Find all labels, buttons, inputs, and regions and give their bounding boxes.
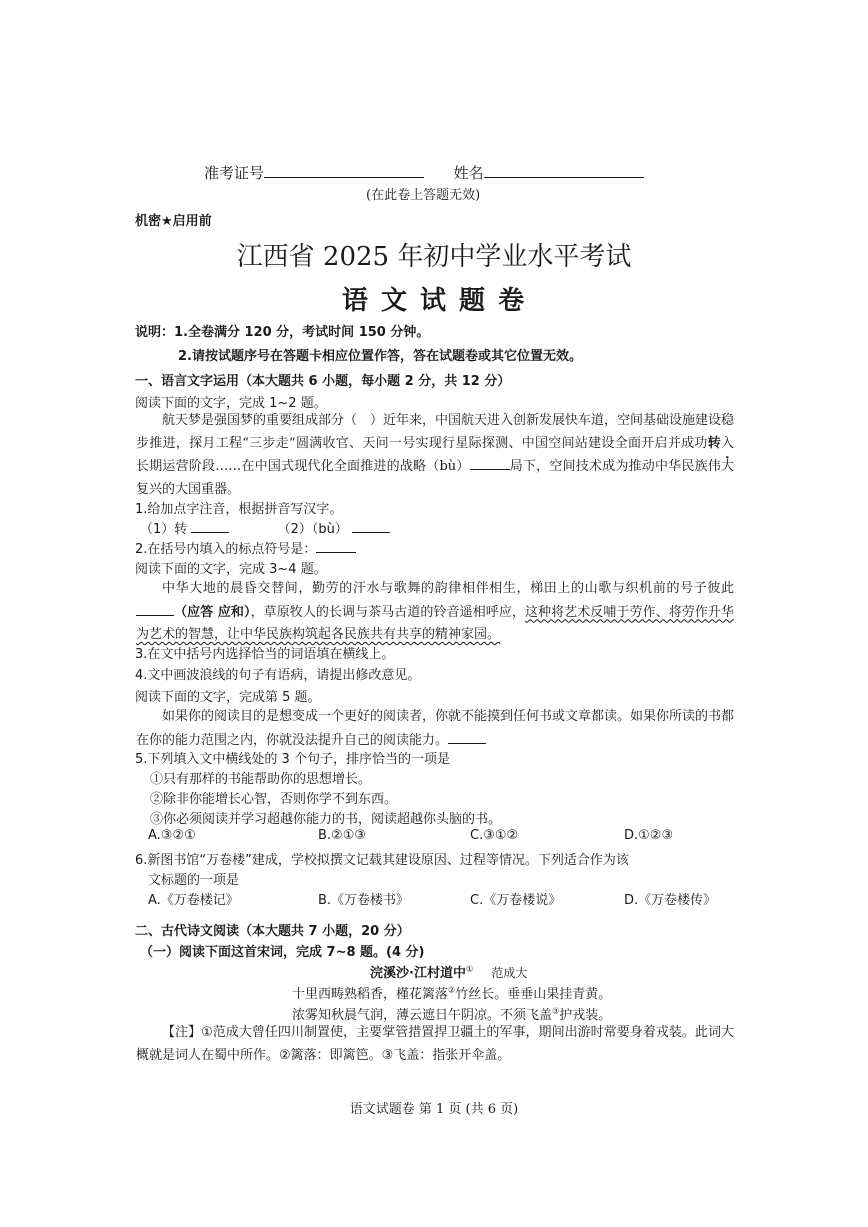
question-2 xyxy=(135,538,356,557)
q5-option-a: A.③②① xyxy=(148,828,196,843)
poem-title: 浣溪沙·江村道中 xyxy=(370,966,466,981)
name-label: 姓名 xyxy=(453,164,484,182)
invalid-note: (在此卷上答题无效) xyxy=(366,188,481,203)
note-line-1: 说明：1.全卷满分 120 分，考试时间 150 分钟。 xyxy=(135,325,430,340)
wavy-underlined-sentence: 这种将艺术反哺于劳作、将劳作升华为艺术的智慧，让中华民族构筑起各民族共有共享的精神家园。 xyxy=(136,604,734,642)
word-blank xyxy=(136,601,174,616)
q5-option-c: C.③①② xyxy=(470,828,519,843)
question-1-items xyxy=(140,518,390,537)
word-choices: （应答 应和） xyxy=(174,604,251,620)
passage-1-part-c: 局下，空间技术成为推动中华民族伟大复兴的大国重器。 xyxy=(136,459,734,497)
q6-option-a: A.《万卷楼记》 xyxy=(148,893,239,908)
question-5: 5.下列填入文中横线处的 3 个句子，排序恰当的一项是 xyxy=(135,752,450,767)
exam-title: 江西省 2025 年初中学业水平考试 xyxy=(236,242,632,272)
question-3: 3.在文中括号内选择恰当的词语填在横线上。 xyxy=(135,647,395,662)
poem-line-1-part-b: 竹丝长。垂垂山果挂青黄。 xyxy=(455,987,612,1002)
passage-2-part-b: ，草原牧人的长调与茶马古道的铃音遥相呼应， xyxy=(250,604,525,620)
q6-option-b: B.《万卷楼书》 xyxy=(318,893,410,908)
poem-line-2-part-b: 护戎装。 xyxy=(559,1008,612,1023)
question-6-line-2: 文标题的一项是 xyxy=(148,873,240,888)
poem-line-1 xyxy=(292,983,611,1002)
section2-subheading: （一）阅读下面这首宋词，完成 7~8 题。(4 分) xyxy=(140,945,425,960)
q5-option-b: B.②①③ xyxy=(318,828,367,843)
read-instruction-2: 阅读下面的文字，完成 3~4 题。 xyxy=(135,562,327,577)
q5-sentence-2: ②除非你能增长心智，否则你学不到东西。 xyxy=(150,792,398,807)
poem-line-2-part-a: 浓雾知秋晨气润，薄云遮日午阴凉。不须飞盖 xyxy=(292,1008,553,1023)
q1-item-1: （1）转 xyxy=(140,522,188,537)
q1-item-2: （2）（bù） xyxy=(277,522,348,537)
q5-sentence-3: ③你必须阅读并学习超越你能力的书，阅读超越你头脑的书。 xyxy=(150,812,502,827)
section1-heading: 一、语言文字运用（本大题共 6 小题，每小题 2 分，共 12 分） xyxy=(135,374,511,389)
q2-blank xyxy=(316,538,356,553)
poem-line-1-mark: ② xyxy=(448,985,456,995)
section2-heading: 二、古代诗文阅读（本大题共 7 小题，20 分） xyxy=(135,924,410,939)
page-footer: 语文试题卷 第 1 页 (共 6 页) xyxy=(349,1102,519,1117)
q6-option-c: C.《万卷楼说》 xyxy=(470,893,562,908)
q5-option-d: D.①②③ xyxy=(624,828,674,843)
exam-id-label: 准考证号 xyxy=(204,164,265,182)
sentence-blank xyxy=(448,729,486,744)
q5-sentence-1: ①只有那样的书能帮助你的思想增长。 xyxy=(150,772,372,787)
question-6-line-1: 6.新图书馆“万卷楼”建成，学校拟撰文记载其建设原因、过程等情况。下列适合作为该 xyxy=(135,853,629,868)
poem-annotation: 【注】①范成大曾任四川制置使，主要掌管措置捍卫疆土的军事，期间出游时常要身着戎装。此词大概就是词人在蜀中所作。②篱落：即篱笆。③飞盖：指张开伞盖。 xyxy=(136,1025,734,1063)
secret-label: 机密★启用前 xyxy=(135,214,212,229)
q1-blank-1 xyxy=(191,518,229,533)
read-instruction-3: 阅读下面的文字，完成第 5 题。 xyxy=(135,690,321,705)
note-line-2: 2.请按试题序号在答题卡相应位置作答，答在试题卷或其它位置无效。 xyxy=(178,349,582,364)
passage-1-part-a: 航天梦是强国梦的重要组成部分（ ）近年来，中国航天进入创新发展快车道，空间基础设施建设稳步推进，探月工程“三步走”圆满收官、天问一号实现行星际探测、中国空间站建设全面开启并成功 xyxy=(136,413,735,451)
answer-blank xyxy=(470,455,510,470)
poem-author: 范成大 xyxy=(491,966,528,980)
question-4: 4.文中画波浪线的句子有语病，请提出修改意见。 xyxy=(135,668,421,683)
poem-title-row xyxy=(370,962,527,981)
passage-1 xyxy=(136,410,734,501)
read-instruction-1: 阅读下面的文字，完成 1~2 题。 xyxy=(135,396,327,411)
poem-line-2-mark: ③ xyxy=(552,1006,560,1016)
question-2-text: 2.在括号内填入的标点符号是： xyxy=(135,542,317,557)
passage-2 xyxy=(136,578,734,647)
passage-3-text: 如果你的阅读目的是想变成一个更好的阅读者，你就不能摸到任何书或文章都读。如果你所读的书都在你的能力范围之内，你就没法提升自己的阅读能力。 xyxy=(136,709,735,748)
poem-line-1-part-a: 十里西畴熟稻香，槿花篱落 xyxy=(292,987,449,1002)
paper-title: 语 文 试 题 卷 xyxy=(341,286,527,316)
passage-2-part-a: 中华大地的晨昏交替间，勤劳的汗水与歌舞的韵律相伴相生，梯田上的山歌与织机前的号子彼此 xyxy=(162,581,734,596)
q6-option-d: D.《万卷楼传》 xyxy=(624,893,717,908)
poem-line-2 xyxy=(292,1004,611,1023)
passage-3 xyxy=(136,706,734,752)
exam-id-row xyxy=(204,162,644,183)
dotted-char: 转 xyxy=(707,435,721,451)
passage-1-part-b: 入长期运营阶段……在中国式现代化全面推进的战略（bù） xyxy=(136,435,734,474)
name-blank xyxy=(484,163,644,178)
poem-note-mark: ① xyxy=(465,964,474,974)
q1-blank-2 xyxy=(352,518,390,533)
exam-id-blank xyxy=(264,163,424,178)
question-1: 1.给加点字注音，根据拼音写汉字。 xyxy=(135,502,343,517)
